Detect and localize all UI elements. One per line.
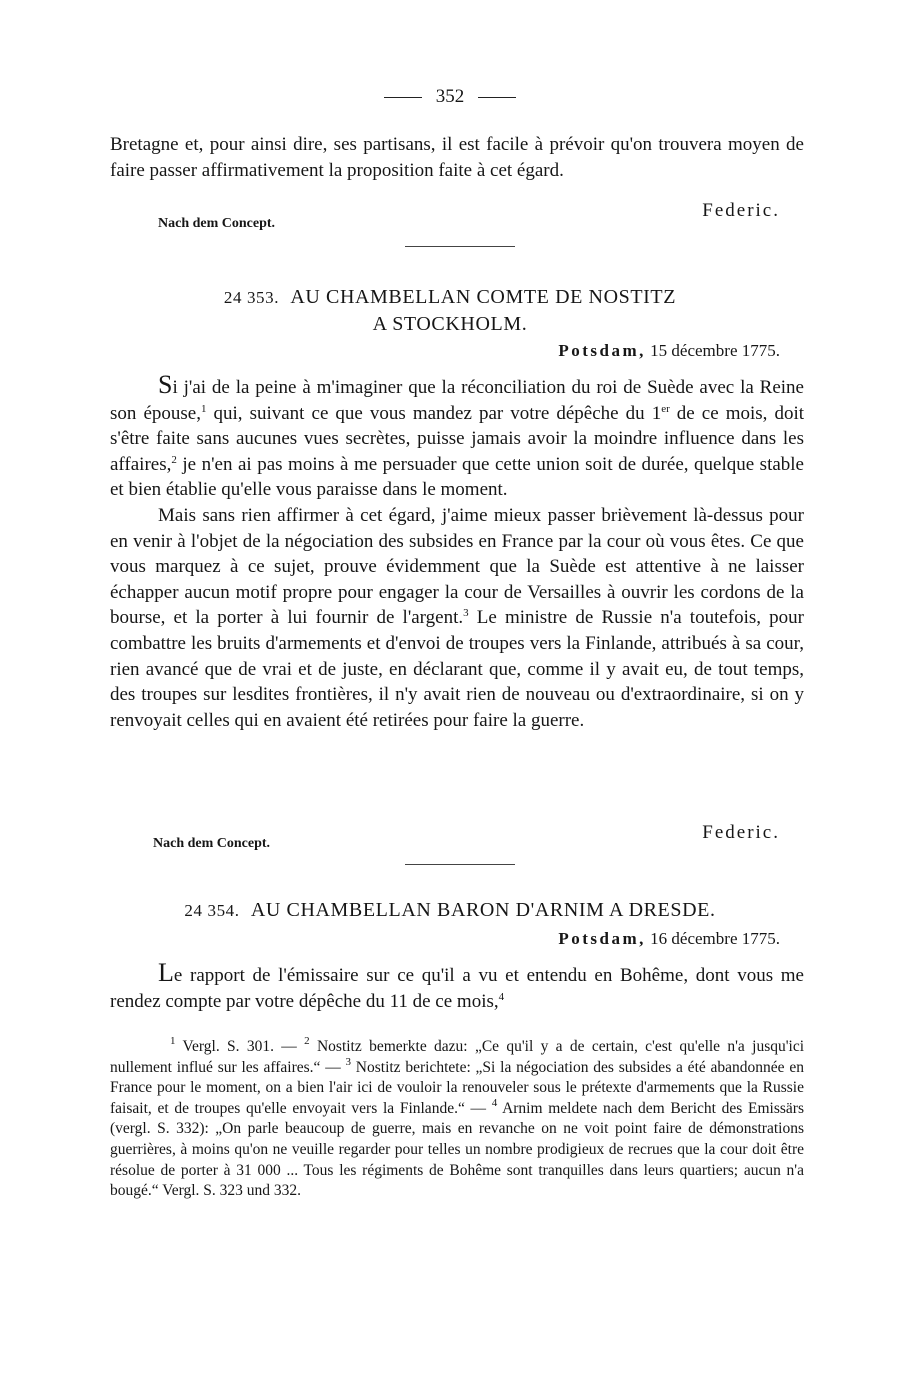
- letter-dateline: [558, 341, 780, 361]
- superscript-ordinal: er: [661, 402, 670, 415]
- letter-heading: [0, 284, 900, 337]
- footnote-mark: 4: [491, 1096, 498, 1109]
- letter-number: 24 354.: [184, 901, 240, 920]
- footnote-text: Arnim meldete nach dem Bericht des Emissärs (vergl. S. 332): „On parle beaucoup de guerre, mais en revanche on ne voit point faire de démonstrations guerrières, à moins qu'on ne veuille regarder pour telles un nombre prodigieux de recrues que la cour doit être résolue de porter à 31 000 ... Tous les régiments de Bohême sont tranquilles dans leurs quartiers; aucun n'a bougé.“ Vergl. S. 323 und 332.: [110, 1099, 804, 1200]
- paragraph-text: de ce mois, doit s'être faite sans aucunes vues secrètes, puisse jamais avoir la moindre influence dans les affaires,: [110, 402, 804, 475]
- footnote-ref: 4: [498, 990, 505, 1003]
- initial-letter: L: [158, 958, 174, 987]
- footnote-text: Vergl. S. 301. —: [175, 1038, 305, 1055]
- footnote-mark: 1: [170, 1035, 176, 1047]
- letter-paragraph: [110, 372, 804, 503]
- paragraph-text: Mais sans rien affirmer à cet égard, j'aime mieux passer brièvement là-dessus pour en venir à l'objet de la négociation des subsides en France par la cour où vous êtes. Ce que vous marquez à ce sujet, prouve évidemment que la Suède est attentive à ne laisser échapper aucun motif propre pour engager la cour de Versailles à ouvrir les cordons de la bourse, et la porter à lui fournir de l'argent.: [110, 504, 804, 629]
- footnote-text: Nostitz berichtete: „Si la négociation des subsides a été abandonnée en France pour le moment, on a bien l'air ici de vouloir la renouveler sous le prétexte d'armements que la Russie faisait, et de troupes qu'elle envoyait vers la Finlande.“ —: [110, 1058, 804, 1117]
- header-dash-left: [384, 97, 422, 98]
- continuation-source-note: Nach dem Concept.: [158, 216, 276, 231]
- footnote-ref: 3: [463, 607, 469, 620]
- paragraph-text: je n'en ai pas moins à me persuader que cette union soit de durée, quelque stable et bien établie qu'elle vous paraisse dans le moment.: [110, 453, 804, 501]
- letter-body: [110, 960, 804, 1014]
- footnote-block: [110, 1037, 804, 1202]
- letter-heading-line-2: A STOCKHOLM.: [372, 313, 528, 335]
- page-header: [0, 86, 900, 108]
- letter-body: [110, 372, 804, 733]
- letter-heading-line-1: [0, 284, 900, 311]
- separator-rule: [405, 246, 515, 247]
- dateline-place: Potsdam,: [558, 929, 646, 948]
- footnote-mark: 3: [345, 1055, 351, 1068]
- paragraph-text: qui, suivant ce que vous mandez par votre dépêche du 1: [206, 402, 662, 424]
- letter-heading: [0, 897, 900, 924]
- page-number: 352: [435, 86, 465, 107]
- footnote-text: Nostitz bemerkte dazu: „Ce qu'il y a de certain, c'est qu'elle n'a jusqu'ici nullement influé sur les affaires.“ —: [110, 1038, 805, 1076]
- paragraph-text: i j'ai de la peine à m'imaginer que la réconciliation du roi de Suède avec la Reine son épouse,: [110, 377, 804, 424]
- letter-paragraph: [110, 960, 804, 1014]
- continuation-text: Bretagne et, pour ainsi dire, ses partisans, il est facile à prévoir qu'on trouvera moyen de faire passer affirmativement la proposition faite à cet égard.: [110, 134, 804, 181]
- footnote-mark: 2: [304, 1035, 310, 1047]
- paragraph-text: Le ministre de Russie n'a toutefois, pour combattre les bruits d'armements et d'envoi de troupes vers la Finlande, attribués à sa cour, rien avancé que de vrai et de juste, en déclarant que, comme il y avait eu, de tout temps, des troupes sur lesdites frontières, il n'y avait rien de nouveau ou d'extraordinaire, si on y renvoyait celles qui en avaient été retirées pour faire la guerre.: [110, 607, 805, 731]
- letter-source-note: Nach dem Concept.: [153, 836, 271, 851]
- continuation-paragraph: [110, 132, 804, 183]
- footnote-ref: 2: [171, 453, 177, 466]
- initial-letter: S: [158, 370, 173, 399]
- dateline-date: 15 décembre 1775.: [650, 341, 780, 360]
- separator-rule: [405, 864, 515, 865]
- continuation-signature: Federic.: [702, 200, 780, 221]
- letter-number: 24 353.: [223, 288, 280, 307]
- footnote-ref: 1: [200, 402, 207, 415]
- letter-dateline: [558, 929, 780, 949]
- header-dash-right: [478, 97, 516, 98]
- letter-addressee: AU CHAMBELLAN BARON D'ARNIM A DRESDE.: [250, 899, 716, 921]
- letter-signature: Federic.: [702, 822, 780, 843]
- dateline-place: Potsdam,: [558, 341, 646, 360]
- dateline-date: 16 décembre 1775.: [650, 929, 780, 948]
- letter-paragraph: [110, 503, 804, 733]
- paragraph-text: e rapport de l'émissaire sur ce qu'il a vu et entendu en Bohême, dont vous me rendez compte par votre dépêche du 11 de ce mois,: [110, 965, 804, 1012]
- footnotes: [110, 1037, 804, 1202]
- letter-addressee: AU CHAMBELLAN COMTE DE NOSTITZ: [290, 286, 677, 308]
